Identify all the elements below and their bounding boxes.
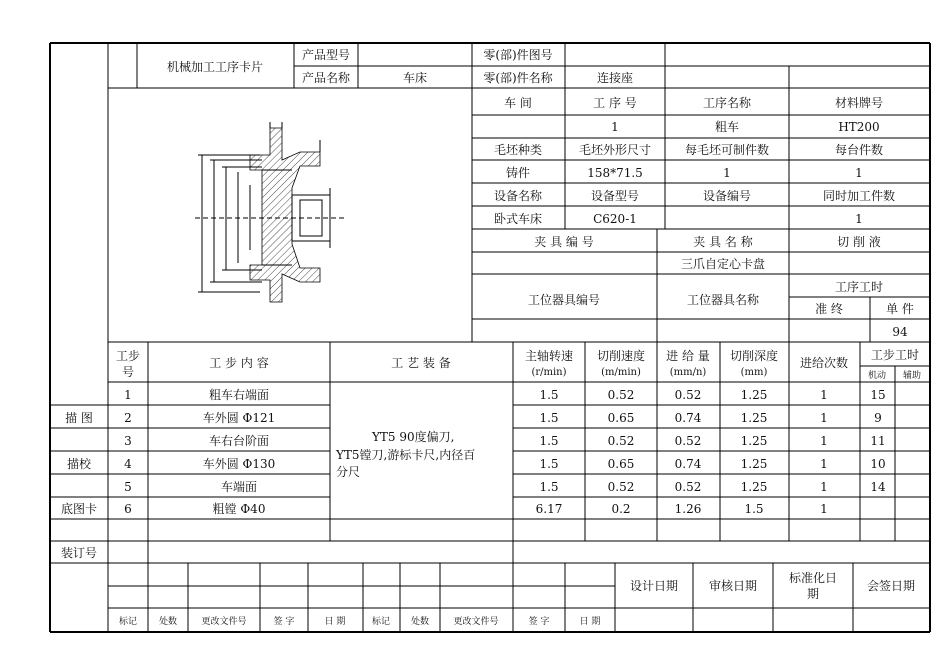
step-time-header: 工步工时 bbox=[870, 348, 920, 362]
part-sketch bbox=[195, 122, 345, 302]
material-value[interactable]: HT200 bbox=[838, 120, 880, 134]
op-name-label: 工序名称 bbox=[702, 96, 752, 110]
part-name-label: 零(部)件名称 bbox=[483, 71, 553, 85]
op-no-value[interactable]: 1 bbox=[611, 120, 619, 134]
step-spindle: 1.5 bbox=[539, 457, 559, 471]
prep-label: 准 终 bbox=[815, 302, 843, 316]
table-row[interactable] bbox=[124, 434, 885, 448]
cut-speed-unit: (m/min) bbox=[601, 367, 641, 378]
sign-label-2: 签 字 bbox=[528, 617, 550, 627]
unit-value[interactable]: 94 bbox=[892, 325, 908, 339]
step-depth: 1.25 bbox=[740, 388, 768, 402]
step-feed: 1.26 bbox=[674, 502, 702, 516]
workshop-label: 车 间 bbox=[504, 96, 532, 110]
step-spindle: 1.5 bbox=[539, 388, 559, 402]
step-depth: 1.25 bbox=[740, 411, 768, 425]
step-no: 4 bbox=[124, 457, 132, 471]
step-machine: 11 bbox=[870, 434, 886, 448]
per-blank-label: 每毛坯可制件数 bbox=[684, 143, 770, 157]
design-date-label: 设计日期 bbox=[629, 579, 679, 593]
equipment-cell bbox=[335, 429, 475, 479]
product-model-label: 产品型号 bbox=[301, 48, 351, 62]
fixture-name-value[interactable]: 三爪自定心卡盘 bbox=[680, 257, 766, 271]
feed-unit: (mm/n) bbox=[669, 367, 707, 378]
table-row[interactable] bbox=[124, 457, 885, 471]
op-name-value[interactable]: 粗车 bbox=[714, 120, 740, 134]
step-machine: 14 bbox=[870, 480, 886, 494]
step-machine: 9 bbox=[874, 411, 882, 425]
date-label-2: 日 期 bbox=[579, 617, 601, 627]
step-content: 车外圆 Φ121 bbox=[202, 411, 276, 425]
op-time-label: 工序工时 bbox=[834, 280, 884, 294]
step-depth: 1.25 bbox=[740, 457, 768, 471]
step-no: 5 bbox=[124, 480, 132, 494]
side-labels bbox=[61, 410, 97, 560]
count-label: 处数 bbox=[158, 617, 178, 627]
base-label: 底图卡 bbox=[60, 502, 98, 516]
machine-time-header: 机动 bbox=[867, 371, 887, 381]
step-feed: 0.52 bbox=[674, 388, 702, 402]
step-feed: 0.52 bbox=[674, 480, 702, 494]
step-content: 车外圆 Φ130 bbox=[202, 457, 276, 471]
equip-model-value[interactable]: C620-1 bbox=[593, 212, 637, 226]
fixture-no-label: 夹 具 编 号 bbox=[534, 235, 594, 249]
step-speed: 0.52 bbox=[607, 480, 635, 494]
change-doc-label-2: 更改文件号 bbox=[453, 617, 499, 627]
step-no-header: 工步 bbox=[115, 349, 141, 363]
step-passes: 1 bbox=[820, 411, 828, 425]
blank-size-value[interactable]: 158*71.5 bbox=[587, 166, 643, 180]
coolant-label: 切 削 液 bbox=[837, 235, 881, 249]
step-no: 2 bbox=[124, 411, 132, 425]
table-grid bbox=[50, 43, 930, 632]
step-machine: 10 bbox=[870, 457, 886, 471]
step-spindle: 1.5 bbox=[539, 480, 559, 494]
steps-header bbox=[116, 347, 921, 381]
product-name-value[interactable]: 车床 bbox=[402, 71, 428, 85]
simul-value[interactable]: 1 bbox=[855, 212, 863, 226]
per-unit-label: 每台件数 bbox=[834, 143, 884, 157]
step-feed: 0.74 bbox=[674, 411, 702, 425]
equipment-line-1: YT5 90度偏刀, bbox=[372, 430, 455, 444]
review-date-label: 审核日期 bbox=[708, 579, 758, 593]
step-no: 3 bbox=[124, 434, 132, 448]
step-machine: 15 bbox=[870, 388, 886, 402]
fixture-name-label: 夹 具 名 称 bbox=[693, 235, 753, 249]
feed-header: 进 给 量 bbox=[666, 349, 710, 363]
binding-label: 装订号 bbox=[60, 546, 98, 560]
step-content: 车右台阶面 bbox=[208, 434, 270, 448]
step-speed: 0.2 bbox=[611, 502, 631, 516]
station-no-label: 工位器具编号 bbox=[527, 293, 601, 307]
blank-type-label: 毛坯种类 bbox=[493, 143, 543, 157]
step-feed: 0.74 bbox=[674, 457, 702, 471]
step-passes: 1 bbox=[820, 480, 828, 494]
table-row[interactable] bbox=[124, 387, 885, 402]
unit-label: 单 件 bbox=[886, 302, 914, 316]
step-no: 1 bbox=[124, 388, 132, 402]
card-title: 机械加工工序卡片 bbox=[166, 60, 264, 74]
material-label: 材料牌号 bbox=[834, 96, 884, 110]
change-doc-label: 更改文件号 bbox=[201, 617, 247, 627]
step-no: 6 bbox=[124, 502, 132, 516]
step-content: 车端面 bbox=[220, 480, 258, 494]
mark-label: 标记 bbox=[118, 617, 138, 627]
step-content-header: 工 步 内 容 bbox=[209, 356, 269, 370]
simul-label: 同时加工件数 bbox=[822, 189, 896, 203]
step-depth: 1.5 bbox=[744, 502, 764, 516]
draw-label: 描 图 bbox=[65, 411, 93, 425]
table-row[interactable] bbox=[124, 501, 828, 516]
standard-date-label-2: 期 bbox=[806, 587, 820, 601]
part-name-value[interactable]: 连接座 bbox=[596, 71, 634, 85]
depth-unit: (mm) bbox=[740, 367, 768, 378]
table-row[interactable] bbox=[124, 479, 886, 494]
step-depth: 1.25 bbox=[740, 480, 768, 494]
step-passes: 1 bbox=[820, 434, 828, 448]
part-drawing-label: 零(部)件图号 bbox=[483, 48, 553, 62]
date-label: 日 期 bbox=[324, 617, 346, 627]
equipment-line-3: 分尺 bbox=[336, 465, 361, 479]
operation-info bbox=[494, 95, 914, 339]
step-content: 粗车右端面 bbox=[208, 388, 270, 402]
product-name-label: 产品名称 bbox=[301, 71, 351, 85]
step-spindle: 1.5 bbox=[539, 434, 559, 448]
spindle-header: 主轴转速 bbox=[524, 349, 574, 363]
equip-name-label: 设备名称 bbox=[493, 189, 543, 203]
table-row[interactable] bbox=[124, 411, 882, 425]
blank-size-label: 毛坯外形尺寸 bbox=[578, 143, 652, 157]
step-feed: 0.52 bbox=[674, 434, 702, 448]
countersign-date-label: 会签日期 bbox=[866, 579, 916, 593]
step-no-header-2: 号 bbox=[121, 365, 135, 379]
equip-name-value[interactable]: 卧式车床 bbox=[493, 212, 543, 226]
spindle-unit: (r/min) bbox=[531, 367, 567, 378]
step-speed: 0.52 bbox=[607, 388, 635, 402]
step-spindle: 1.5 bbox=[539, 411, 559, 425]
passes-header: 进给次数 bbox=[799, 356, 849, 370]
step-speed: 0.65 bbox=[607, 411, 635, 425]
aux-time-header: 辅助 bbox=[902, 371, 922, 381]
equipment-header: 工 艺 装 备 bbox=[391, 356, 451, 370]
per-unit-value[interactable]: 1 bbox=[855, 166, 863, 180]
check-label: 描校 bbox=[66, 457, 92, 471]
mark-label-2: 标记 bbox=[371, 617, 391, 627]
step-spindle: 6.17 bbox=[535, 502, 563, 516]
op-no-label: 工 序 号 bbox=[593, 96, 637, 110]
sign-label: 签 字 bbox=[273, 617, 295, 627]
cut-speed-header: 切削速度 bbox=[596, 349, 646, 363]
step-speed: 0.52 bbox=[607, 434, 635, 448]
step-speed: 0.65 bbox=[607, 457, 635, 471]
step-passes: 1 bbox=[820, 502, 828, 516]
standard-date-label-1: 标准化日 bbox=[788, 571, 838, 585]
equip-model-label: 设备型号 bbox=[590, 189, 640, 203]
station-name-label: 工位器具名称 bbox=[686, 293, 760, 307]
step-content: 粗镗 Φ40 bbox=[212, 502, 266, 516]
per-blank-value[interactable]: 1 bbox=[723, 166, 731, 180]
step-depth: 1.25 bbox=[740, 434, 768, 448]
depth-header: 切削深度 bbox=[729, 349, 779, 363]
equip-no-label: 设备编号 bbox=[702, 189, 752, 203]
count-label-2: 处数 bbox=[410, 617, 430, 627]
signature-footer bbox=[119, 570, 915, 627]
step-passes: 1 bbox=[820, 457, 828, 471]
step-passes: 1 bbox=[820, 388, 828, 402]
equipment-line-2: YT5镗刀,游标卡尺,内径百 bbox=[336, 448, 476, 462]
blank-type-value[interactable]: 铸件 bbox=[505, 166, 531, 180]
